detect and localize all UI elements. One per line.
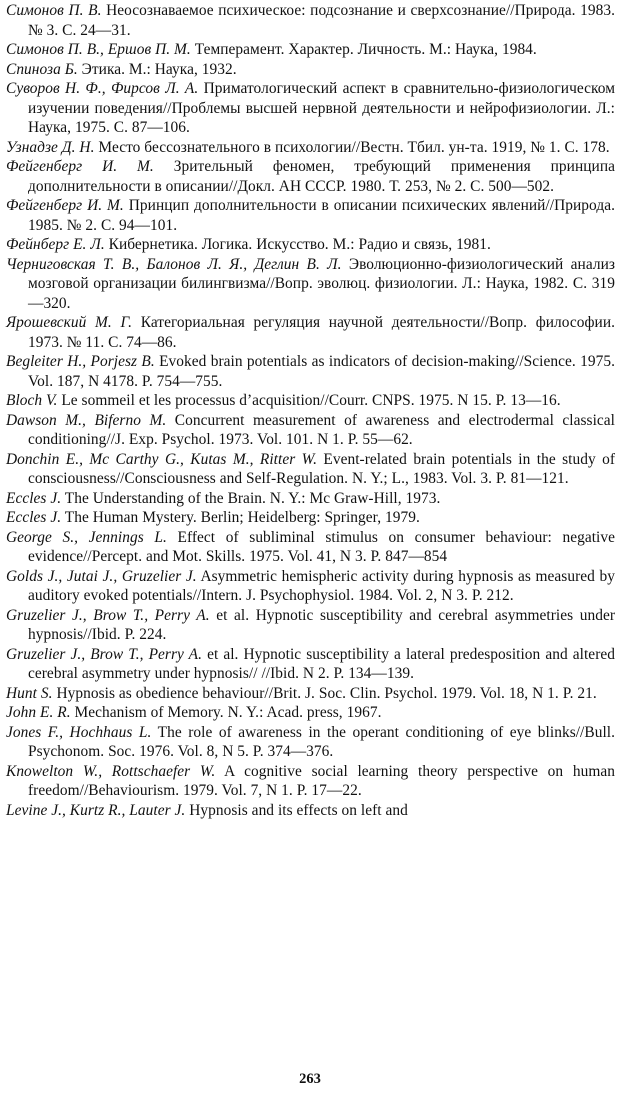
bibliography-entry bbox=[6, 489, 615, 509]
entry-author: Спиноза Б. bbox=[6, 60, 78, 78]
bibliography-entry bbox=[6, 723, 615, 762]
entry-text: Этика. М.: Наука, 1932. bbox=[81, 60, 237, 78]
entry-author: Dawson M., Biferno M. bbox=[6, 411, 167, 429]
bibliography-entry bbox=[6, 196, 615, 235]
entry-author: Eccles J. bbox=[6, 489, 62, 507]
entry-text: Evoked brain potentials as indicators of decision-making//Science. 1975. Vol. 187, N 4178. P. 754—755. bbox=[28, 353, 615, 390]
entry-author: Knowelton W., Rottschaefer W. bbox=[6, 762, 216, 780]
entry-text: The Human Mystery. Berlin; Heidelberg: Springer, 1979. bbox=[64, 509, 420, 526]
entry-author: John E. R. bbox=[6, 704, 71, 721]
bibliography-entry bbox=[6, 703, 615, 723]
bibliography-entry bbox=[6, 60, 615, 80]
entry-text: Event-related brain potentials in the study of consciousness//Consciousness and Self-Regulation. N. Y.; L., 1983. Vol. 3. P. 81—121. bbox=[28, 450, 616, 487]
entry-text: The role of awareness in the operant conditioning of eye blinks//Bull. Psychonom. Soc. 1976. Vol. 8, N 5. P. 374—376. bbox=[28, 723, 615, 760]
entry-author: Gruzelier J., Brow T., Perry A. bbox=[6, 645, 202, 663]
entry-text: Приматологический аспект в сравнительно-физиологическом изучении поведения//Проблемы высшей нервной деятельности и нейрофизиологии. Л.: Наука, 1975. С. 87—106. bbox=[28, 80, 615, 136]
bibliography-entry bbox=[6, 411, 615, 450]
entry-author: Gruzelier J., Brow T., Perry A. bbox=[6, 606, 210, 624]
bibliography-entry bbox=[6, 235, 615, 255]
entry-text: The Understanding of the Brain. N. Y.: Mc Graw-Hill, 1973. bbox=[64, 489, 441, 507]
bibliography-entry bbox=[6, 606, 615, 645]
entry-text: Hypnosis as obedience behaviour//Brit. J. Soc. Clin. Psychol. 1979. Vol. 18, N 1. P. 21. bbox=[56, 684, 597, 702]
entry-text: Место бессознательного в психологии//Вестн. Тбил. ун-та. 1919, № 1. С. 178. bbox=[98, 138, 610, 156]
bibliography-entry bbox=[6, 391, 615, 411]
entry-text: Темперамент. Характер. Личность. М.: Наука, 1984. bbox=[194, 41, 537, 58]
bibliography-entry bbox=[6, 138, 615, 158]
bibliography-entry bbox=[6, 40, 615, 60]
entry-author: Суворов Н. Ф., Фирсов Л. А. bbox=[6, 80, 199, 97]
bibliography-entry bbox=[6, 684, 615, 704]
entry-text: Категориальная регуляция научной деятельности//Вопр. философии. 1973. № 11. С. 74—86. bbox=[28, 314, 616, 351]
entry-text: Зрительный феномен, требующий применения принципа дополнительности в описании//Докл. АН СССР. 1980. Т. 253, № 2. С. 500—502. bbox=[28, 158, 615, 195]
bibliography-entry bbox=[6, 157, 615, 196]
page-number: 263 bbox=[299, 1071, 321, 1087]
entry-author: Golds J., Jutai J., Gruzelier J. bbox=[6, 567, 197, 585]
entry-author: Симонов П. В. bbox=[6, 2, 102, 19]
entry-author: Фейгенберг И. М. bbox=[6, 158, 154, 175]
entry-author: Ярошевский М. Г. bbox=[6, 314, 133, 331]
entry-text: Эволюционно-физиологический анализ мозговой организации билингвизма//Вопр. эволюц. физиологии. Л.: Наука, 1982. С. 319—320. bbox=[28, 255, 615, 312]
bibliography-entry bbox=[6, 313, 615, 352]
entry-author: Jones F., Hochhaus L. bbox=[6, 723, 152, 741]
entry-text: et al. Hypnotic susceptibility and cerebral asymmetries under hypnosis//Ibid. P. 224. bbox=[28, 606, 615, 643]
entry-text: Кибернетика. Логика. Искусство. М.: Радио и связь, 1981. bbox=[108, 236, 491, 253]
entry-author: Симонов П. В., Ершов П. М. bbox=[6, 41, 191, 58]
bibliography-entry bbox=[6, 801, 615, 821]
bibliography-entry bbox=[6, 1, 615, 40]
bibliography-entry bbox=[6, 567, 615, 606]
entry-author: Фейнберг Е. Л. bbox=[6, 236, 105, 253]
bibliography-entry bbox=[6, 528, 615, 567]
entry-author: Begleiter H., Porjesz B. bbox=[6, 353, 155, 370]
entry-author: Donchin E., Mc Carthy G., Kutas M., Ritter W. bbox=[6, 450, 317, 468]
entry-author: Узнадзе Д. Н. bbox=[6, 138, 95, 156]
entry-text: et al. Hypnotic susceptibility a lateral predesposition and altered cerebral asymmetry under hypnosis// //Ibid. N 2. P. 134—139. bbox=[28, 645, 615, 682]
entry-author: Bloch V. bbox=[6, 392, 58, 409]
entry-author: George S., Jennings L. bbox=[6, 528, 167, 546]
bibliography-entry bbox=[6, 79, 615, 138]
entry-text: Asymmetric hemispheric activity during hypnosis as measured by auditory evoked potentials//Intern. J. Psychophysiol. 1984. Vol. 2, N 3. P. 212. bbox=[28, 567, 615, 604]
entry-author: Levine J., Kurtz R., Lauter J. bbox=[6, 801, 186, 819]
entry-text: Принцип дополнительности в описании психических явлений//Природа. 1985. № 2. С. 94—101. bbox=[28, 197, 615, 234]
entry-text: Неосознаваемое психическое: подсознание и сверхсознание//Природа. 1983. № 3. С. 24—31. bbox=[28, 2, 615, 39]
entry-author: Hunt S. bbox=[6, 684, 53, 702]
entry-text: Hypnosis and its effects on left and bbox=[189, 801, 408, 819]
bibliography-entry bbox=[6, 645, 615, 684]
entry-author: Черниговская Т. В., Балонов Л. Я., Деглин В. Л. bbox=[6, 255, 342, 273]
bibliography-entry bbox=[6, 352, 615, 391]
bibliography-entry bbox=[6, 255, 615, 314]
entry-text: Effect of subliminal stimulus on consumer behaviour: negative evidence//Percept. and Mot. Skills. 1975. Vol. 41, N 3. P. 847—854 bbox=[28, 528, 615, 565]
bibliography-entry bbox=[6, 762, 615, 801]
entry-author: Eccles J. bbox=[6, 509, 62, 526]
bibliography-entry bbox=[6, 450, 615, 489]
entry-text: Concurrent measurement of awareness and electrodermal classical conditioning//J. Exp. Psychol. 1973. Vol. 101. N 1. P. 55—62. bbox=[28, 411, 615, 448]
bibliography-entry bbox=[6, 508, 615, 528]
entry-author: Фейгенберг И. М. bbox=[6, 197, 124, 214]
bibliography-list bbox=[6, 1, 615, 820]
entry-text: Mechanism of Memory. N. Y.: Acad. press, 1967. bbox=[74, 704, 382, 721]
entry-text: A cognitive social learning theory perspective on human freedom//Behaviourism. 1979. Vol. 7, N 1. P. 17—22. bbox=[28, 762, 615, 799]
entry-text: Le sommeil et les processus d’acquisition//Courr. CNPS. 1975. N 15. P. 13—16. bbox=[61, 392, 561, 409]
